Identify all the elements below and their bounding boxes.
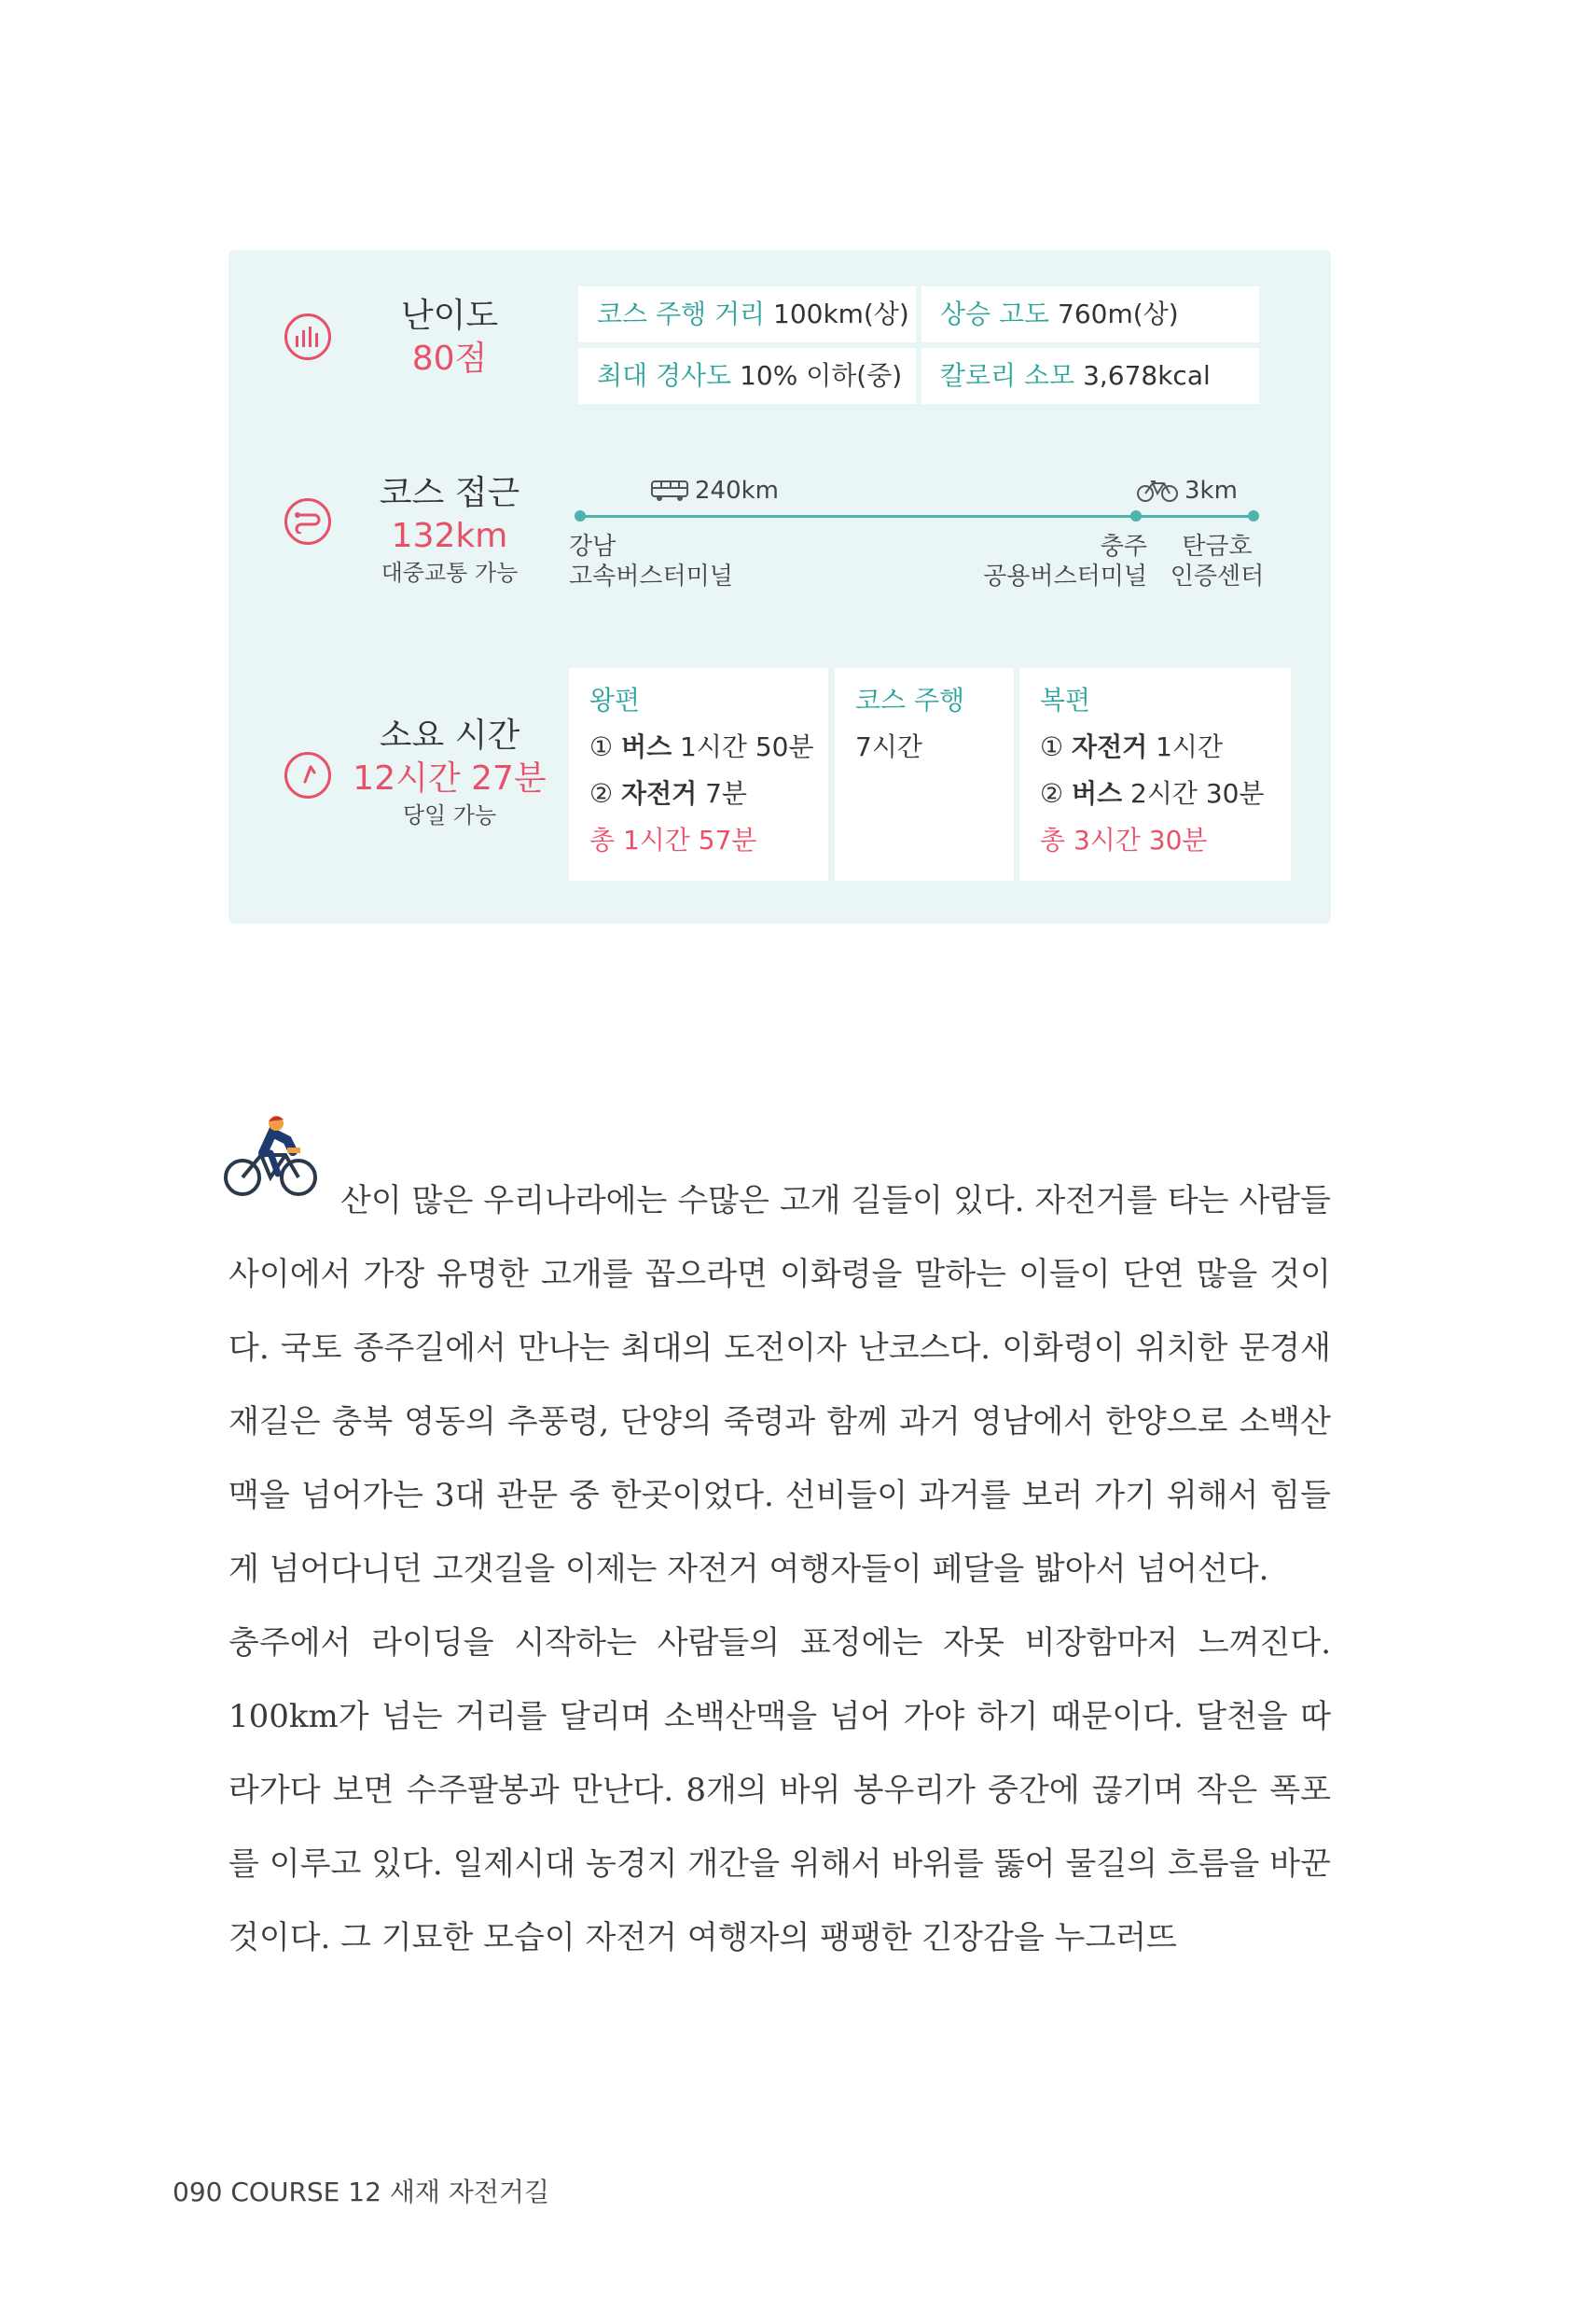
step-time: 1시간 50분	[680, 731, 814, 762]
return-column	[1019, 668, 1291, 881]
time-total: 12시간 27분	[353, 759, 547, 798]
bike-segment	[1136, 476, 1238, 506]
step-marker: ②	[1040, 778, 1064, 809]
stop-detail: 고속버스터미널	[569, 563, 733, 591]
stat-value: 100km(상)	[773, 299, 909, 329]
clock-icon	[284, 752, 331, 799]
stop-name: 강남	[569, 533, 616, 561]
course-number: COURSE 12	[230, 2177, 381, 2207]
step-marker: ②	[589, 778, 614, 809]
difficulty-title-block	[347, 295, 552, 381]
bus-distance: 240km	[695, 477, 780, 505]
outbound-step-1	[589, 724, 828, 771]
outbound-total: 총 1시간 57분	[589, 825, 757, 856]
stat-value: 10% 이하(중)	[740, 360, 903, 391]
access-title-block	[347, 472, 552, 588]
page-footer	[173, 2172, 549, 2209]
stat-course-distance	[578, 286, 916, 342]
step-mode: 버스	[1072, 778, 1123, 809]
stat-value: 3,678kcal	[1083, 360, 1211, 391]
stop-chungju	[961, 532, 1147, 591]
step-time: 1시간	[1156, 731, 1223, 762]
stat-max-grade	[578, 348, 916, 404]
access-title: 코스 접근	[379, 474, 520, 512]
bus-segment	[650, 476, 779, 506]
return-head: 복편	[1040, 685, 1091, 716]
paragraph: 산이 많은 우리나라에는 수많은 고개 길들이 있다. 자전거를 타는 사람들 사이에서 가장 유명한 고개를 꼽으라면 이화령을 말하는 이들이 단연 많을 것이다. 국토 종주길에서 만나는 최대의 도전이자 난코스다. 이화령이 위치한 문경새재길은 충북 영동의 추풍령, 단양의 죽령과 함께 과거 영남에서 한양으로 소백산맥을 넘어가는 3대 관문 중 한곳이었다. 선비들이 과거를 보러 가기 위해서 힘들게 넘어다니던 고갯길을 이제는 자전거 여행자들이 페달을 밟아서 넘어선다.	[229, 1182, 1331, 1588]
step-mode: 자전거	[1072, 731, 1148, 762]
outbound-column	[569, 668, 828, 881]
time-title-block	[347, 715, 552, 830]
difficulty-score: 80점	[411, 340, 488, 378]
time-day-note: 당일 가능	[402, 802, 497, 828]
stop-gangnam	[569, 532, 733, 591]
stat-label: 상승 고도	[940, 299, 1050, 329]
route-stop-dot	[1248, 510, 1259, 522]
access-transit-note: 대중교통 가능	[381, 560, 519, 586]
step-time: 2시간 30분	[1130, 778, 1265, 809]
ride-column	[835, 668, 1014, 881]
stat-label: 코스 주행 거리	[597, 299, 766, 329]
outbound-head: 왕편	[589, 685, 641, 716]
stat-label: 최대 경사도	[597, 360, 732, 391]
step-marker: ①	[1040, 731, 1064, 762]
bicycle-icon	[1136, 479, 1179, 503]
page-number: 090	[173, 2177, 223, 2207]
ride-head: 코스 주행	[855, 685, 965, 716]
paragraph: 충주에서 라이딩을 시작하는 사람들의 표정에는 자못 비장함마저 느껴진다. 100km가 넘는 거리를 달리며 소백산맥을 넘어 가야 하기 때문이다. 달천을 따라가다 보면 수주팔봉과 만난다. 8개의 바위 봉우리가 중간에 끊기며 작은 폭포를 이루고 있다. 일제시대 농경지 개간을 위해서 바위를 뚫어 물길의 흐름을 바꾼 것이다. 그 기묘한 모습이 자전거 여행자의 팽팽한 긴장감을 누그러뜨	[229, 1624, 1331, 1956]
bus-icon	[650, 480, 689, 502]
stop-name: 탄금호	[1182, 533, 1253, 561]
outbound-step-2	[589, 771, 828, 817]
step-marker: ①	[589, 731, 614, 762]
stop-detail: 공용버스터미널	[983, 563, 1147, 591]
access-distance: 132km	[391, 517, 508, 555]
bike-distance: 3km	[1184, 477, 1238, 505]
route-line	[579, 515, 1254, 518]
route-stop-dot	[1130, 510, 1142, 522]
step-mode: 자전거	[621, 778, 698, 809]
course-title: 새재 자전거길	[389, 2177, 550, 2207]
stop-name: 충주	[1100, 533, 1147, 561]
stat-calories	[921, 348, 1259, 404]
ride-time: 7시간	[855, 731, 922, 762]
stat-label: 칼로리 소모	[940, 360, 1075, 391]
article-body	[229, 1164, 1331, 1975]
return-step-2	[1040, 771, 1291, 817]
route-stop-dot	[575, 510, 586, 522]
stat-elevation-gain	[921, 286, 1259, 342]
stop-detail: 인증센터	[1170, 563, 1265, 591]
route-icon	[284, 498, 331, 545]
step-time: 7분	[705, 778, 747, 809]
stat-value: 760m(상)	[1058, 299, 1179, 329]
step-mode: 버스	[621, 731, 672, 762]
stop-tangeumho	[1166, 532, 1268, 591]
difficulty-title: 난이도	[400, 297, 499, 335]
time-title: 소요 시간	[379, 717, 520, 755]
bar-gauge-icon	[284, 313, 331, 360]
return-step-1	[1040, 724, 1291, 771]
return-total: 총 3시간 30분	[1040, 825, 1208, 856]
